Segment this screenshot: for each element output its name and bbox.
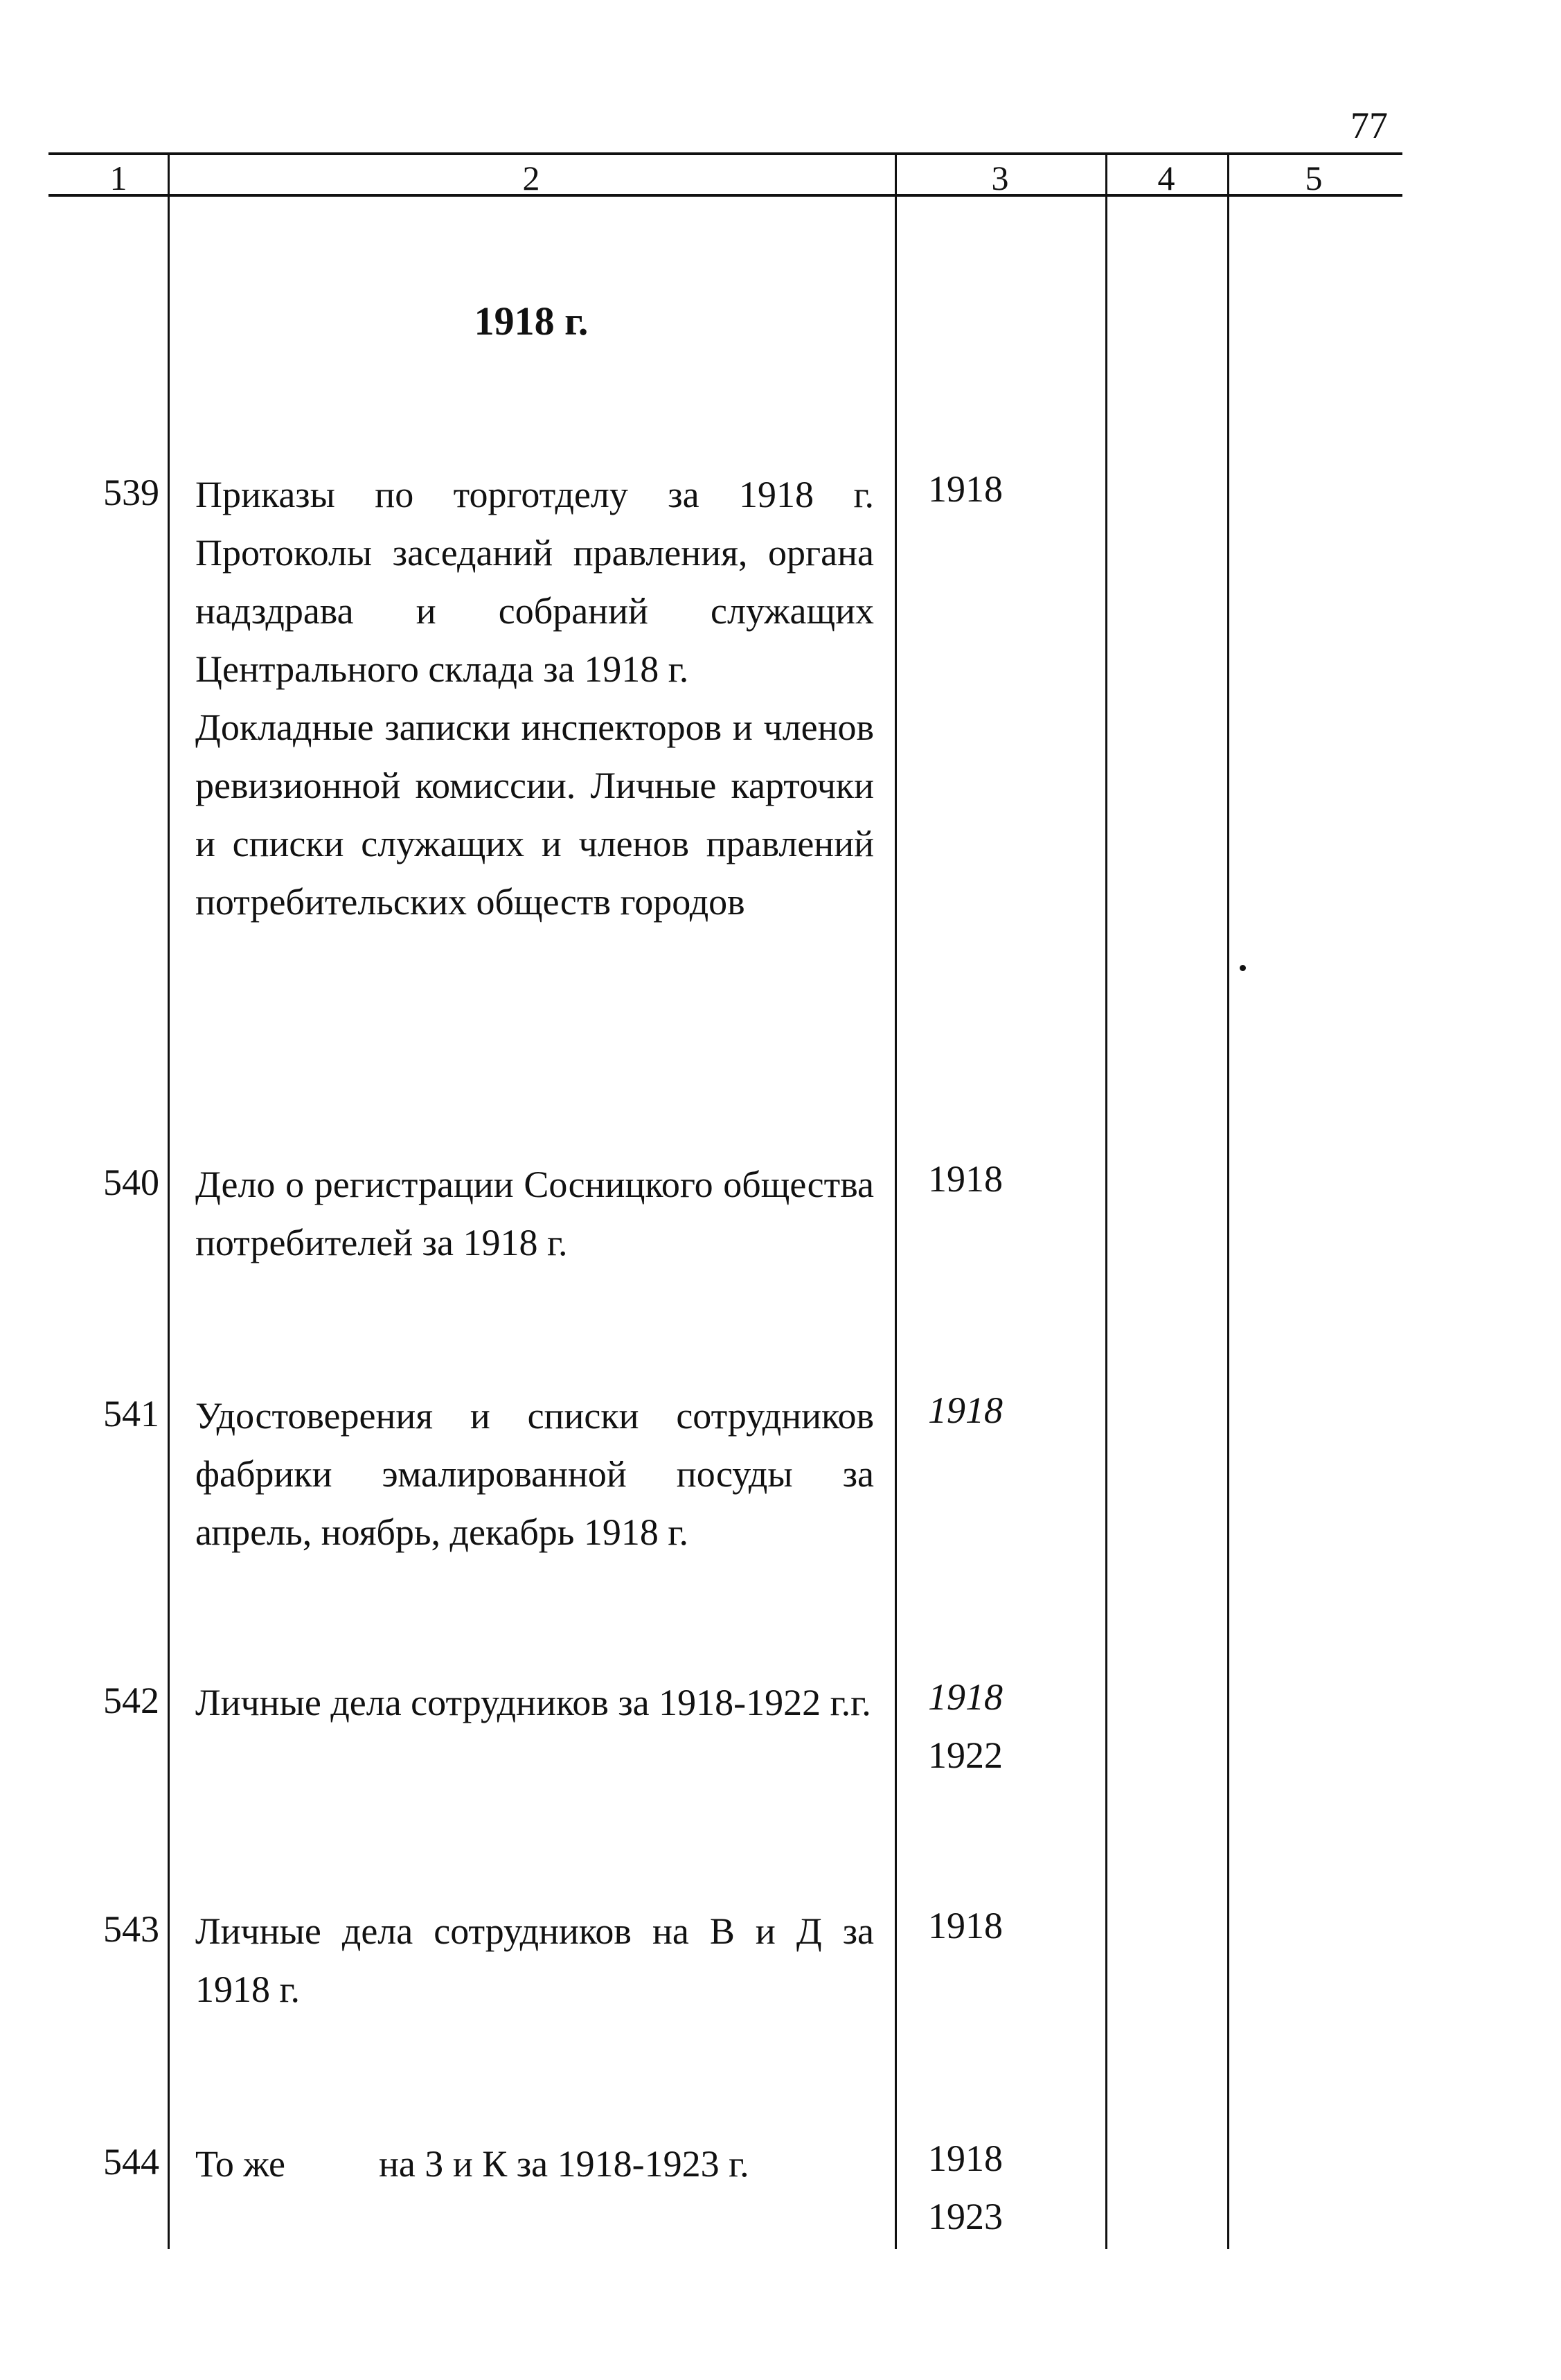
date: 1918 [928,1389,1003,1431]
row-description: Личные дела сотрудников на В и Д за 1918 г. [195,1910,874,2010]
section-title: 1918 г. [474,299,589,344]
date: 1918 [928,1158,1003,1200]
column-divider [1227,154,1229,2249]
row-description [195,465,874,931]
row-description-part: Докладные записки инспекторов и членов ревизионной комиссии. Личные карточки и списки служащих и членов правлений потребительских обществ городов [195,707,874,923]
row-description: Удостоверения и списки сотрудников фабрики эмалированной посуды за апрель, ноябрь, декабрь 1918 г. [195,1395,874,1553]
row-description-part: Приказы по торготделу за 1918 г. Протоколы заседаний правления, органа надздрава и собраний служащих Центрального склада за 1918 г. [195,474,874,690]
row-description: То же на З и К за 1918-1923 г. [195,2143,749,2185]
row-dates [928,1897,1003,1955]
date: 1918 [928,1676,1003,1718]
date: 1923 [928,2196,1003,2237]
row-description: Личные дела сотрудников за 1918-1922 г.г. [195,1682,871,1723]
row-dates [928,1381,1003,1439]
date: 1918 [928,468,1003,510]
table-header-top-rule [48,152,1402,155]
row-dates [928,1150,1003,1208]
column-header-4: 4 [1157,159,1175,197]
column-header-5: 5 [1305,159,1323,197]
row-number: 543 [103,1908,159,1950]
row-number: 542 [103,1680,159,1721]
column-divider [895,154,897,2249]
row-number: 539 [103,472,159,513]
column-header-3: 3 [991,159,1009,197]
date: 1922 [928,1734,1003,1776]
column-divider [168,154,170,2249]
row-number: 544 [103,2141,159,2183]
row-dates [928,2129,1003,2246]
row-dates [928,460,1003,518]
row-dates [928,1668,1003,1784]
row-number: 541 [103,1393,159,1435]
column-divider [1105,154,1107,2249]
date: 1918 [928,1905,1003,1946]
date: 1918 [928,2138,1003,2179]
stray-mark [1240,965,1246,971]
row-number: 540 [103,1162,159,1203]
column-header-1: 1 [109,159,127,197]
column-header-2: 2 [522,159,540,197]
page-number: 77 [1350,105,1388,146]
row-description: Дело о регистрации Сосницкого общества потребителей за 1918 г. [195,1164,874,1263]
